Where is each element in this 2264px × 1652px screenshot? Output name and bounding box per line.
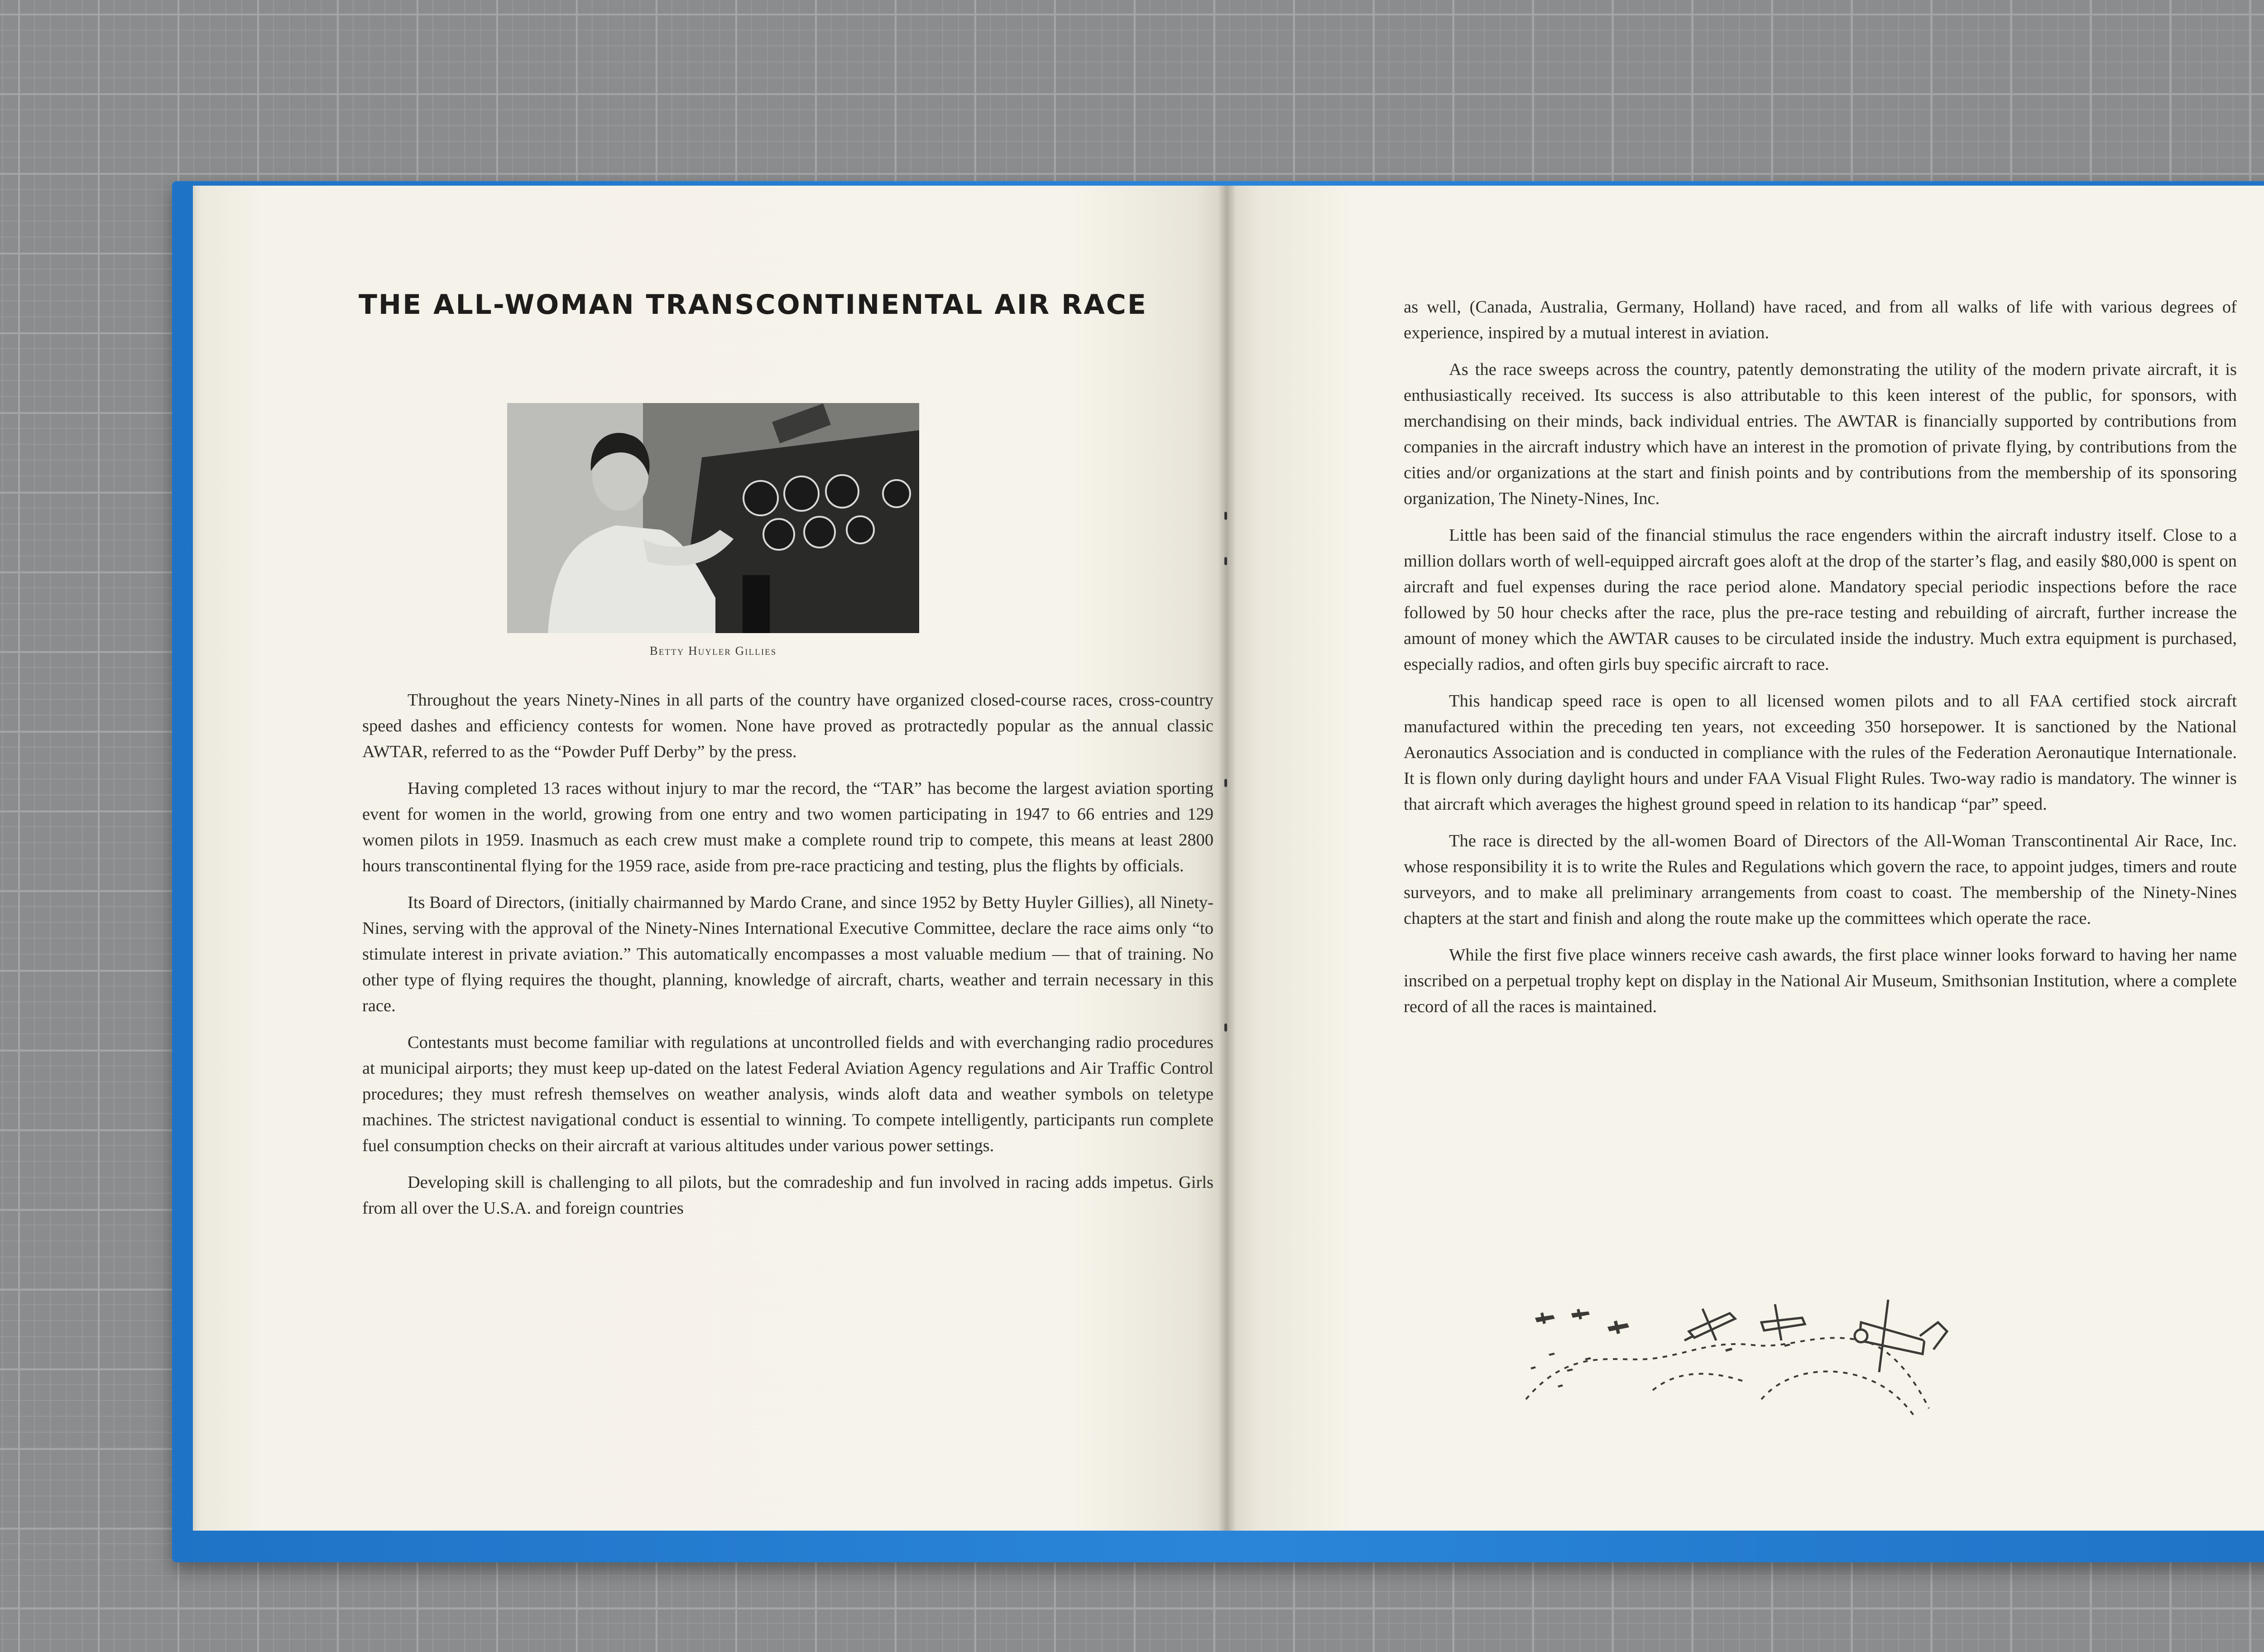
airplane-formation-illustration [1517, 1291, 1979, 1472]
page-title: THE ALL-WOMAN TRANSCONTINENTAL AIR RACE [359, 289, 1147, 321]
photo-caption: Betty Huyler Gillies [649, 644, 777, 658]
paragraph-continuation: as well, (Canada, Australia, Germany, Holland) have raced, and from all walks of life with various degrees of experience, inspired by a mutual interest in aviation. [1404, 298, 2237, 342]
paragraph: While the first five place winners receive cash awards, the first place winner looks forward to having her name inscribed on a perpetual trophy kept on display in the National Air Museum, Smithsonian Institution, where a complete record of all the races is maintained. [1404, 946, 2237, 1016]
paragraph: Developing skill is challenging to all pilots, but the comradeship and fun involved in racing adds impetus. Girls from all over the U.S.A. and foreign countries [362, 1173, 1214, 1218]
binding-stitch [1224, 1023, 1227, 1032]
paragraph: Throughout the years Ninety-Nines in all parts of the country have organized closed-course races, cross-country speed dashes and efficiency contests for women. None have proved as protractedly popular as the annual classic AWTAR, referred to as the “Powder Puff Derby” by the press. [362, 691, 1214, 761]
paragraph: The race is directed by the all-women Board of Directors of the All-Woman Transcontinental Air Race, Inc. whose responsibility it is to write the Rules and Regulations which govern the race, to appoint judges, timers and route surveyors, and to make all preliminary arrangements from coast to coast. The membership of the Ninety-Nines chapters at the start and finish and along the route make up the committees which operate the race. [1404, 831, 2237, 928]
paragraph: Having completed 13 races without injury to mar the record, the “TAR” has become the largest aviation sporting event for women in the world, growing from one entry and two women participating in 1947 to 66 entries and 129 women pilots in 1959. Inasmuch as each crew must make a complete round trip to compete, this means at least 2800 hours transcontinental flying for the 1959 race, aside from pre-race practicing and testing, plus the flights by officials. [362, 779, 1214, 875]
paragraph: As the race sweeps across the country, patently demonstrating the utility of the modern private aircraft, it is enthusiastically received. Its success is also attributable to this keen interest of the public, for sponsors, with merchandising on their minds, back individual entries. The AWTAR is financially supported by contributions from companies in the aircraft industry which have an interest in the promotion of private flying, by contributions from the cities and/or organizations at the start and finish points and by contributions from the membership of its sponsoring organization, The Ninety-Nines, Inc. [1404, 360, 2237, 508]
binding-stitch [1224, 779, 1227, 787]
right-page [1227, 186, 2264, 1531]
binding-stitch [1224, 512, 1227, 520]
paragraph: Its Board of Directors, (initially chairmanned by Mardo Crane, and since 1952 by Betty Huyler Gillies), all Ninety-Nines, serving with the approval of the Ninety-Nines International Executive Committee, declare the race aims only “to stimulate interest in private aviation.” This automatically encompasses a most valuable medium — that of training. No other type of flying requires the thought, planning, knowledge of aircraft, charts, weather and terrain necessary in this race. [362, 893, 1214, 1015]
paragraph: Contestants must become familiar with regulations at uncontrolled fields and with everchanging radio procedures at municipal airports; they must keep up-dated on the latest Federal Aviation Agency regulations and Air Traffic Control procedures; they must refresh themselves on weather analysis, winds aloft data and weather symbols on teletype machines. The strictest navigational conduct is essential to winning. To compete intelligently, participants run complete fuel consumption checks on their aircraft at various altitudes under various power settings. [362, 1033, 1214, 1155]
paragraph: Little has been said of the financial stimulus the race engenders within the aircraft industry itself. Close to a million dollars worth of well-equipped aircraft goes aloft at the drop of the starter’s flag, and easily $80,000 is spent on aircraft and fuel expenses during the race period alone. Mandatory special periodic inspections before the race followed by 50 hour checks after the race, plus the pre-race testing and rebuilding of aircraft, further increase the amount of money which the AWTAR causes to be circulated inside the industry. Much extra equipment is purchased, especially radios, and often girls buy specific aircraft to race. [1404, 526, 2237, 674]
right-column-text [1404, 294, 2237, 1031]
portrait-photo [507, 403, 919, 633]
left-column-text [362, 687, 1214, 1232]
binding-stitch [1224, 557, 1227, 565]
paragraph: This handicap speed race is open to all licensed women pilots and to all FAA certified stock aircraft manufactured within the preceding ten years, not exceeding 350 horsepower. It is sanctioned by the National Aeronautics Association and is conducted in compliance with the rules of the Federation Aeronautique Internationale. It is flown only during daylight hours and under FAA Visual Flight Rules. Two-way radio is mandatory. The winner is that aircraft which averages the highest ground speed in relation to its handicap “par” speed. [1404, 692, 2237, 814]
book-gutter [1218, 186, 1236, 1531]
left-page [199, 186, 1227, 1531]
